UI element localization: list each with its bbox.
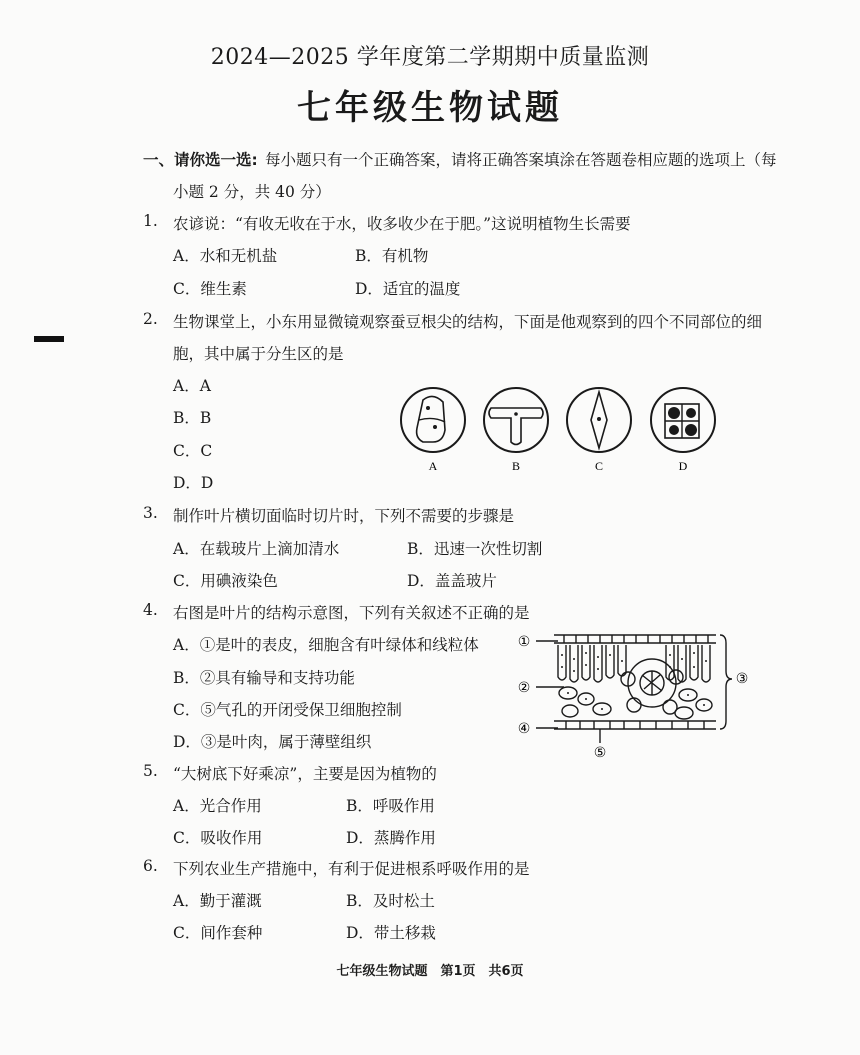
option-d: D．D (173, 474, 214, 492)
option-c: C．吸收作用 (173, 829, 263, 847)
option-b: B．及时松土 (346, 892, 435, 910)
option-d: D．蒸腾作用 (346, 829, 436, 847)
question-stem: 制作叶片横切面临时切片时，下列不需要的步骤是 (173, 507, 515, 525)
option-b: B．呼吸作用 (346, 797, 435, 815)
question-number: 5. (143, 762, 158, 780)
option-c: C．间作套种 (173, 924, 263, 942)
option-b: B．②具有输导和支持功能 (173, 669, 355, 687)
option-c: C．⑤气孔的开闭受保卫细胞控制 (173, 701, 402, 719)
option-a: A．A (173, 377, 211, 395)
leaf-label-3: ③ (735, 671, 749, 687)
question-stem: 下列农业生产措施中，有利于促进根系呼吸作用的是 (173, 860, 530, 878)
option-a: A．①是叶的表皮，细胞含有叶绿体和线粒体 (173, 636, 479, 654)
leaf-label-1: ① (517, 634, 531, 650)
option-a: A．在载玻片上滴加清水 (173, 540, 340, 558)
page-footer: 七年级生物试题 第1页 共6页 (336, 964, 524, 979)
option-c: C．用碘液染色 (173, 572, 278, 590)
leaf-label-2: ② (517, 680, 531, 696)
option-a: A．勤于灌溉 (173, 892, 262, 910)
option-a: A．光合作用 (173, 797, 262, 815)
option-b: B．B (173, 409, 212, 427)
question-stem: “大树底下好乘凉”，主要是因为植物的 (173, 765, 437, 783)
section-instruction-line2: 小题 2 分，共 40 分） (173, 183, 331, 201)
question-number: 4. (143, 601, 158, 619)
question-stem: 农谚说：“有收无收在于水，收多收少在于肥。”这说明植物生长需要 (173, 215, 631, 233)
figure-label-c: C (594, 459, 604, 473)
section-instruction-line1: 每小题只有一个正确答案，请将正确答案填涂在答题卷相应题的选项上（每 (265, 151, 777, 169)
section-heading: 一、请你选一选: (143, 151, 258, 169)
question-number: 3. (143, 504, 158, 522)
question-stem: 右图是叶片的结构示意图，下列有关叙述不正确的是 (173, 604, 530, 622)
option-b: B．有机物 (355, 247, 429, 265)
question-number: 1. (143, 212, 158, 230)
margin-mark (34, 336, 64, 342)
option-d: D．适宜的温度 (355, 280, 461, 298)
exam-period-title: 2024—2025 学年度第二学期期中质量监测 (210, 45, 650, 70)
option-d: D．盖盖玻片 (407, 572, 497, 590)
option-d: D．③是叶肉，属于薄壁组织 (173, 733, 372, 751)
question-stem-line1: 生物课堂上，小东用显微镜观察蚕豆根尖的结构，下面是他观察到的四个不同部位的细 (173, 313, 763, 331)
figure-label-a: A (428, 459, 438, 473)
exam-subject-title: 七年级生物试题 (297, 88, 563, 128)
leaf-label-4: ④ (517, 721, 531, 737)
option-d: D．带土移栽 (346, 924, 436, 942)
leaf-structure-figure (510, 625, 750, 765)
leaf-label-5: ⑤ (593, 745, 607, 761)
option-c: C．维生素 (173, 280, 247, 298)
figure-label-b: B (511, 459, 521, 473)
question-number: 6. (143, 857, 158, 875)
question-stem-line2: 胞，其中属于分生区的是 (173, 345, 344, 363)
figure-label-d: D (678, 459, 688, 473)
root-cells-figure (395, 380, 735, 480)
option-b: B．迅速一次性切割 (407, 540, 543, 558)
option-c: C．C (173, 442, 213, 460)
option-a: A．水和无机盐 (173, 247, 278, 265)
question-number: 2. (143, 310, 158, 328)
